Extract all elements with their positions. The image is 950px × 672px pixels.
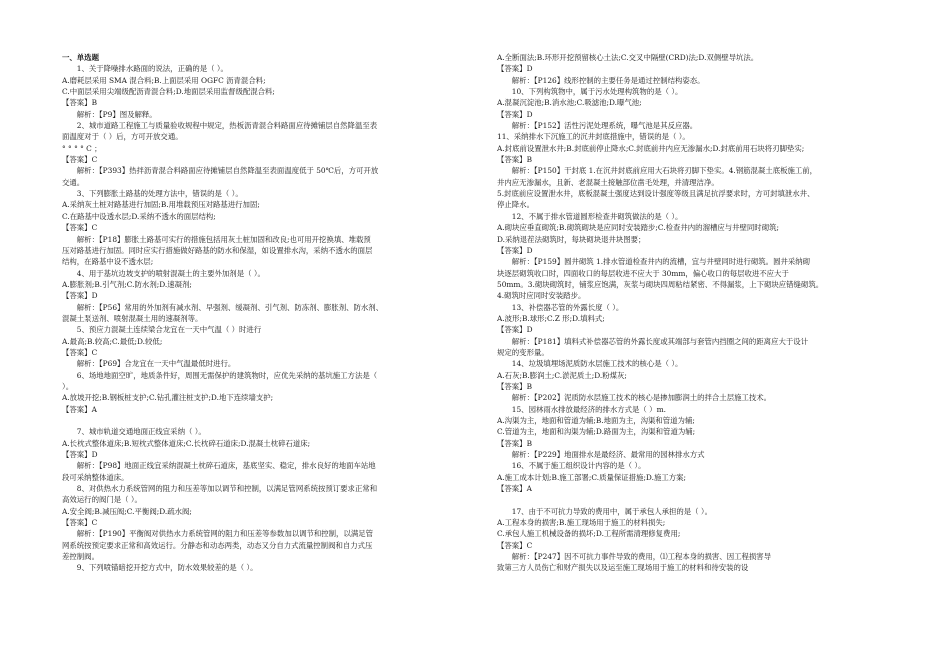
text-line: 交通。: [62, 177, 85, 187]
text-line: 网系统按预定要求正常和高效运行。分静态和动态两类，动态又分自力式流量控制阀和自力式压: [62, 540, 373, 550]
text-line: 压对路基进行加固。同时应实行措施做好路基的防水和保湿，如设置排水沟，采纳不透水的面层: [62, 245, 373, 255]
text-line: 【答案】C: [62, 223, 98, 233]
text-line: 15、园林雨水排放最经济的排水方式是（ ）m.: [497, 404, 666, 414]
text-line: A.石灰;B.膨润土;C.淤泥质土;D.粉煤灰;: [497, 370, 627, 380]
text-line: 解析：【P126】线形控制的主要任务是通过控制结构姿态。: [497, 75, 705, 85]
text-line: A.沟渠为主，地面和管道为辅;B.地面为主，沟渠和管道为辅;: [497, 416, 695, 425]
text-line: 【答案】A: [497, 484, 532, 494]
text-line: 11、采纳排水下沉施工的沉井封底措施中，错误的是（ ）。: [497, 132, 690, 142]
text-line: C.承包人施工机械设备的损坏;D.工程所需清理修复费用;: [497, 529, 681, 539]
text-line: 解析：【P56】常用的外加剂有减水剂、早强剂、缓凝剂、引气剂、防冻剂、膨胀剂、防水剂、: [62, 302, 384, 312]
text-line: 解析：【P247】因不可抗力事件导致的费用，⑴工程本身的损害、因工程损害导: [497, 552, 772, 562]
text-line: 【答案】B: [497, 155, 532, 165]
text-line: 【答案】D: [497, 109, 533, 119]
text-line: C.在路基中设透水层;D.采纳不透水的面层结构;: [62, 211, 216, 221]
text-line: 14、垃圾填埋场泥质防水层施工技术的核心是（ ）。: [497, 359, 683, 369]
text-line: 【答案】A: [62, 404, 97, 414]
text-line: 3、下列膨胀土路基的处理方法中，错误的是（ ）。: [62, 189, 243, 199]
text-line: 【答案】D: [497, 325, 533, 335]
text-line: A.最高;B.较高;C.最低;D.较低;: [62, 336, 163, 346]
text-line: 段可采纳整体道床。: [62, 472, 129, 482]
text-line: 致第三方人员伤亡和财产损失以及运至施工现场用于施工的材料和待安装的设: [497, 563, 749, 573]
text-line: A.工程本身的损害;B.施工现场用于施工的材料损失;: [497, 518, 666, 528]
text-line: 结构，在路基中设不透水层;: [62, 257, 154, 267]
text-line: 解析：【P159】圆井砌筑 1.排水管道检查井内的流槽，宜与井壁同时进行砌筑。圆井采纳砌: [497, 257, 811, 267]
text-line: ）。: [62, 381, 74, 391]
right-column: [497, 52, 869, 574]
text-line: A.安全阀;B.减压阀;C.平衡阀;D.疏水阀;: [62, 506, 192, 516]
text-line: 【答案】B: [497, 381, 532, 391]
text-line: A.封底前设置泄水井;B.封底前停止降水;C.封底前井内应无渗漏水;D.封底前用石块将刃脚垫实;: [497, 143, 805, 153]
section-title: 一、单选题: [62, 53, 99, 62]
text-line: 高效运行的阀门是（ ）。: [62, 495, 142, 505]
text-line: 停止降水。: [497, 200, 534, 210]
text-line: 8、对供热水力系统管网的阻力和压差等加以调节和控制，以满足管网系统按预订要求正常和: [62, 484, 378, 494]
text-line: A.混凝沉淀池;B.消水池;C.吸滤池;D.曝气池;: [497, 98, 642, 108]
text-line: 13、补偿器芯管的外露长度（ ）。: [497, 302, 624, 312]
text-line: 规定的变形量。: [497, 347, 549, 357]
text-line: 【答案】D: [497, 245, 533, 255]
text-line: 【答案】D: [497, 64, 533, 74]
text-line: A.膨胀剂;B.引气剂;C.防水剂;D.速凝剂;: [62, 279, 192, 289]
text-line: A.放坡开挖;B.钢板桩支护;C.钻孔灌注桩支护;D.地下连续墙支护;: [62, 393, 274, 403]
text-line: 解析：【P152】活性污泥处理系统，曝气池是其反应器。: [497, 121, 698, 131]
text-line: 解析：【P69】合龙宜在一天中气温最低时进行。: [62, 359, 236, 369]
text-line: 7、城市轨道交通地面正线宜采纳（ ）。: [62, 427, 206, 437]
text-line: 4.砌筑时应同时安装踏步。: [497, 291, 586, 301]
text-line: 17、由于不可抗力导致的费用中，属于承包人承担的是（ ）。: [497, 506, 712, 516]
text-line: 50mm。3.砌块砌筑时，铺浆应饱满，灰浆与砌块四周粘结紧密、不得漏浆，上下砌块应错缝砌筑。: [497, 279, 824, 289]
text-line: 2、城市道路工程施工与质量验收规程中规定，热板沥青混合料路面应待摊铺层自然降温至表: [62, 121, 378, 131]
text-line: 【答案】D: [62, 291, 98, 301]
text-line: C.管道为主，地面和沟渠为辅;D.路面为主，沟渠和管道为辅;: [497, 427, 696, 437]
text-line: 【答案】B: [497, 438, 532, 448]
text-line: 【答案】D: [62, 450, 98, 460]
text-line: 4、用于基坑边坡支护的喷射混凝土的主要外加剂是（ ）。: [62, 268, 265, 278]
text-line: 10、下列构筑物中，属于污水处理构筑物的是（ ）。: [497, 87, 683, 97]
text-line: 解析：【P98】地面正线宜采纳混凝土枕碎石道床，基底坚实、稳定，排水良好的地面车站地: [62, 461, 376, 471]
text-line: 解析：【P190】平衡阀对供热水力系统管网的阻力和压差等参数加以调节和控制，以满足管: [62, 529, 374, 539]
text-line: A.施工成本计划;B.施工部署;C.质量保证措施;D.施工方案;: [497, 472, 686, 482]
text-line: 16、不属于施工组织设计内容的是（ ）。: [497, 461, 646, 471]
text-line: 井内应无渗漏水，且新、老混凝土接触部位凿毛处理，并清理洁净。: [497, 177, 719, 187]
text-line: 【答案】C: [62, 347, 98, 357]
text-line: 【答案】C: [62, 155, 98, 165]
text-line: 解析：【P150】干封底 1.在沉井封底前应用大石块将刃脚下垫实。4.钢筋混凝土底板施工前，: [497, 166, 818, 176]
text-line: 差控制阀。: [62, 552, 99, 562]
text-line: D.采纳退茬法砌筑时，每块砌块退井块图要；: [497, 234, 646, 244]
text-line: A.磨耗层采用 SMA 混合料;B.上面层采用 OGFC 沥青混合料;: [62, 75, 266, 85]
left-column: [62, 52, 462, 574]
text-line: 解析：【P229】地面排水是最经济、最常用的园林排水方式: [497, 450, 705, 460]
text-line: A.砌块应垂直砌筑;B.砌筑砌块是应同时安装踏步;C.检查井内的溜槽应与井壁同时砌筑;: [497, 223, 779, 233]
text-line: ° ° ° ° C ；: [62, 143, 102, 153]
text-line: 解析：【P202】泥质防水层施工技术的核心是掺加膨润土的拌合土层施工技术。: [497, 393, 772, 403]
text-line: 12、不属于排水管道圆形检查井砌筑做法的是（ ）。: [497, 211, 683, 221]
text-line: C.中面层采用尖端级配沥青混合料;D.地面层采用监督级配混合料;: [62, 87, 275, 97]
text-line: 【答案】B: [62, 98, 97, 108]
text-line: 块逐层砌筑收口时，四面收口的每层收进不应大于 30mm，偏心收口的每层收进不应大于: [497, 268, 789, 278]
text-line: 5、预应力混凝土连续梁合龙宜在一天中气温（ ）时进行: [62, 325, 262, 335]
text-line: 【答案】C: [62, 518, 98, 528]
text-line: 9、下列喷锚暗挖开挖方式中，防水效果较差的是（ ）。: [62, 563, 258, 573]
text-line: 混凝土泵送剂、喷射混凝土用的速凝剂等。: [62, 313, 203, 323]
text-line: 1、关于降噪排水路面的说法，正确的是（ ）。: [62, 64, 228, 74]
text-line: 面温度对于（ ）后，方可开放交通。: [62, 132, 183, 142]
text-line: A.长枕式整体道床;B.短枕式整体道床;C.长枕碎石道床;D.混凝土枕碎石道床;: [62, 438, 311, 448]
text-line: 5.封底前应设置泄水井，底板混凝土强度达到设计强度等级且满足抗浮要求时，方可封填泄水井、: [497, 189, 815, 199]
text-line: A.采纳灰土桩对路基进行加固;B.用堆载预压对路基进行加固;: [62, 200, 260, 210]
text-line: 6、场地地面空旷，地质条件好，周围无需保护的建筑物时，应优先采纳的基坑施工方法是（: [62, 370, 378, 380]
text-line: [497, 494, 869, 505]
text-line: 【答案】C: [497, 540, 533, 550]
text-line: A.波形;B.球形;C.Z 形;D.填料式;: [497, 313, 605, 323]
text-line: 解析：【P18】膨胀土路基可实行的措施包括用灰土桩加固和改良;也可用开挖换填、堆载预: [62, 234, 371, 244]
text-line: 解析：【P9】图及解释。: [62, 109, 157, 119]
text-line: A.全断面法;B.环形开挖预留核心土法;C.交叉中隔壁(CRD)法;D.双侧壁导坑法。: [497, 53, 759, 62]
text-line: 解析：【P393】热拌沥青混合料路面应待摊铺层自然降温至表面温度低于 50℃后，方可开放: [62, 166, 379, 176]
text-line: [62, 415, 462, 426]
text-line: 解析：【P181】填料式补偿器芯管的外露长度或其端部与套管内挡圈之间的距离应大于设计: [497, 336, 809, 346]
